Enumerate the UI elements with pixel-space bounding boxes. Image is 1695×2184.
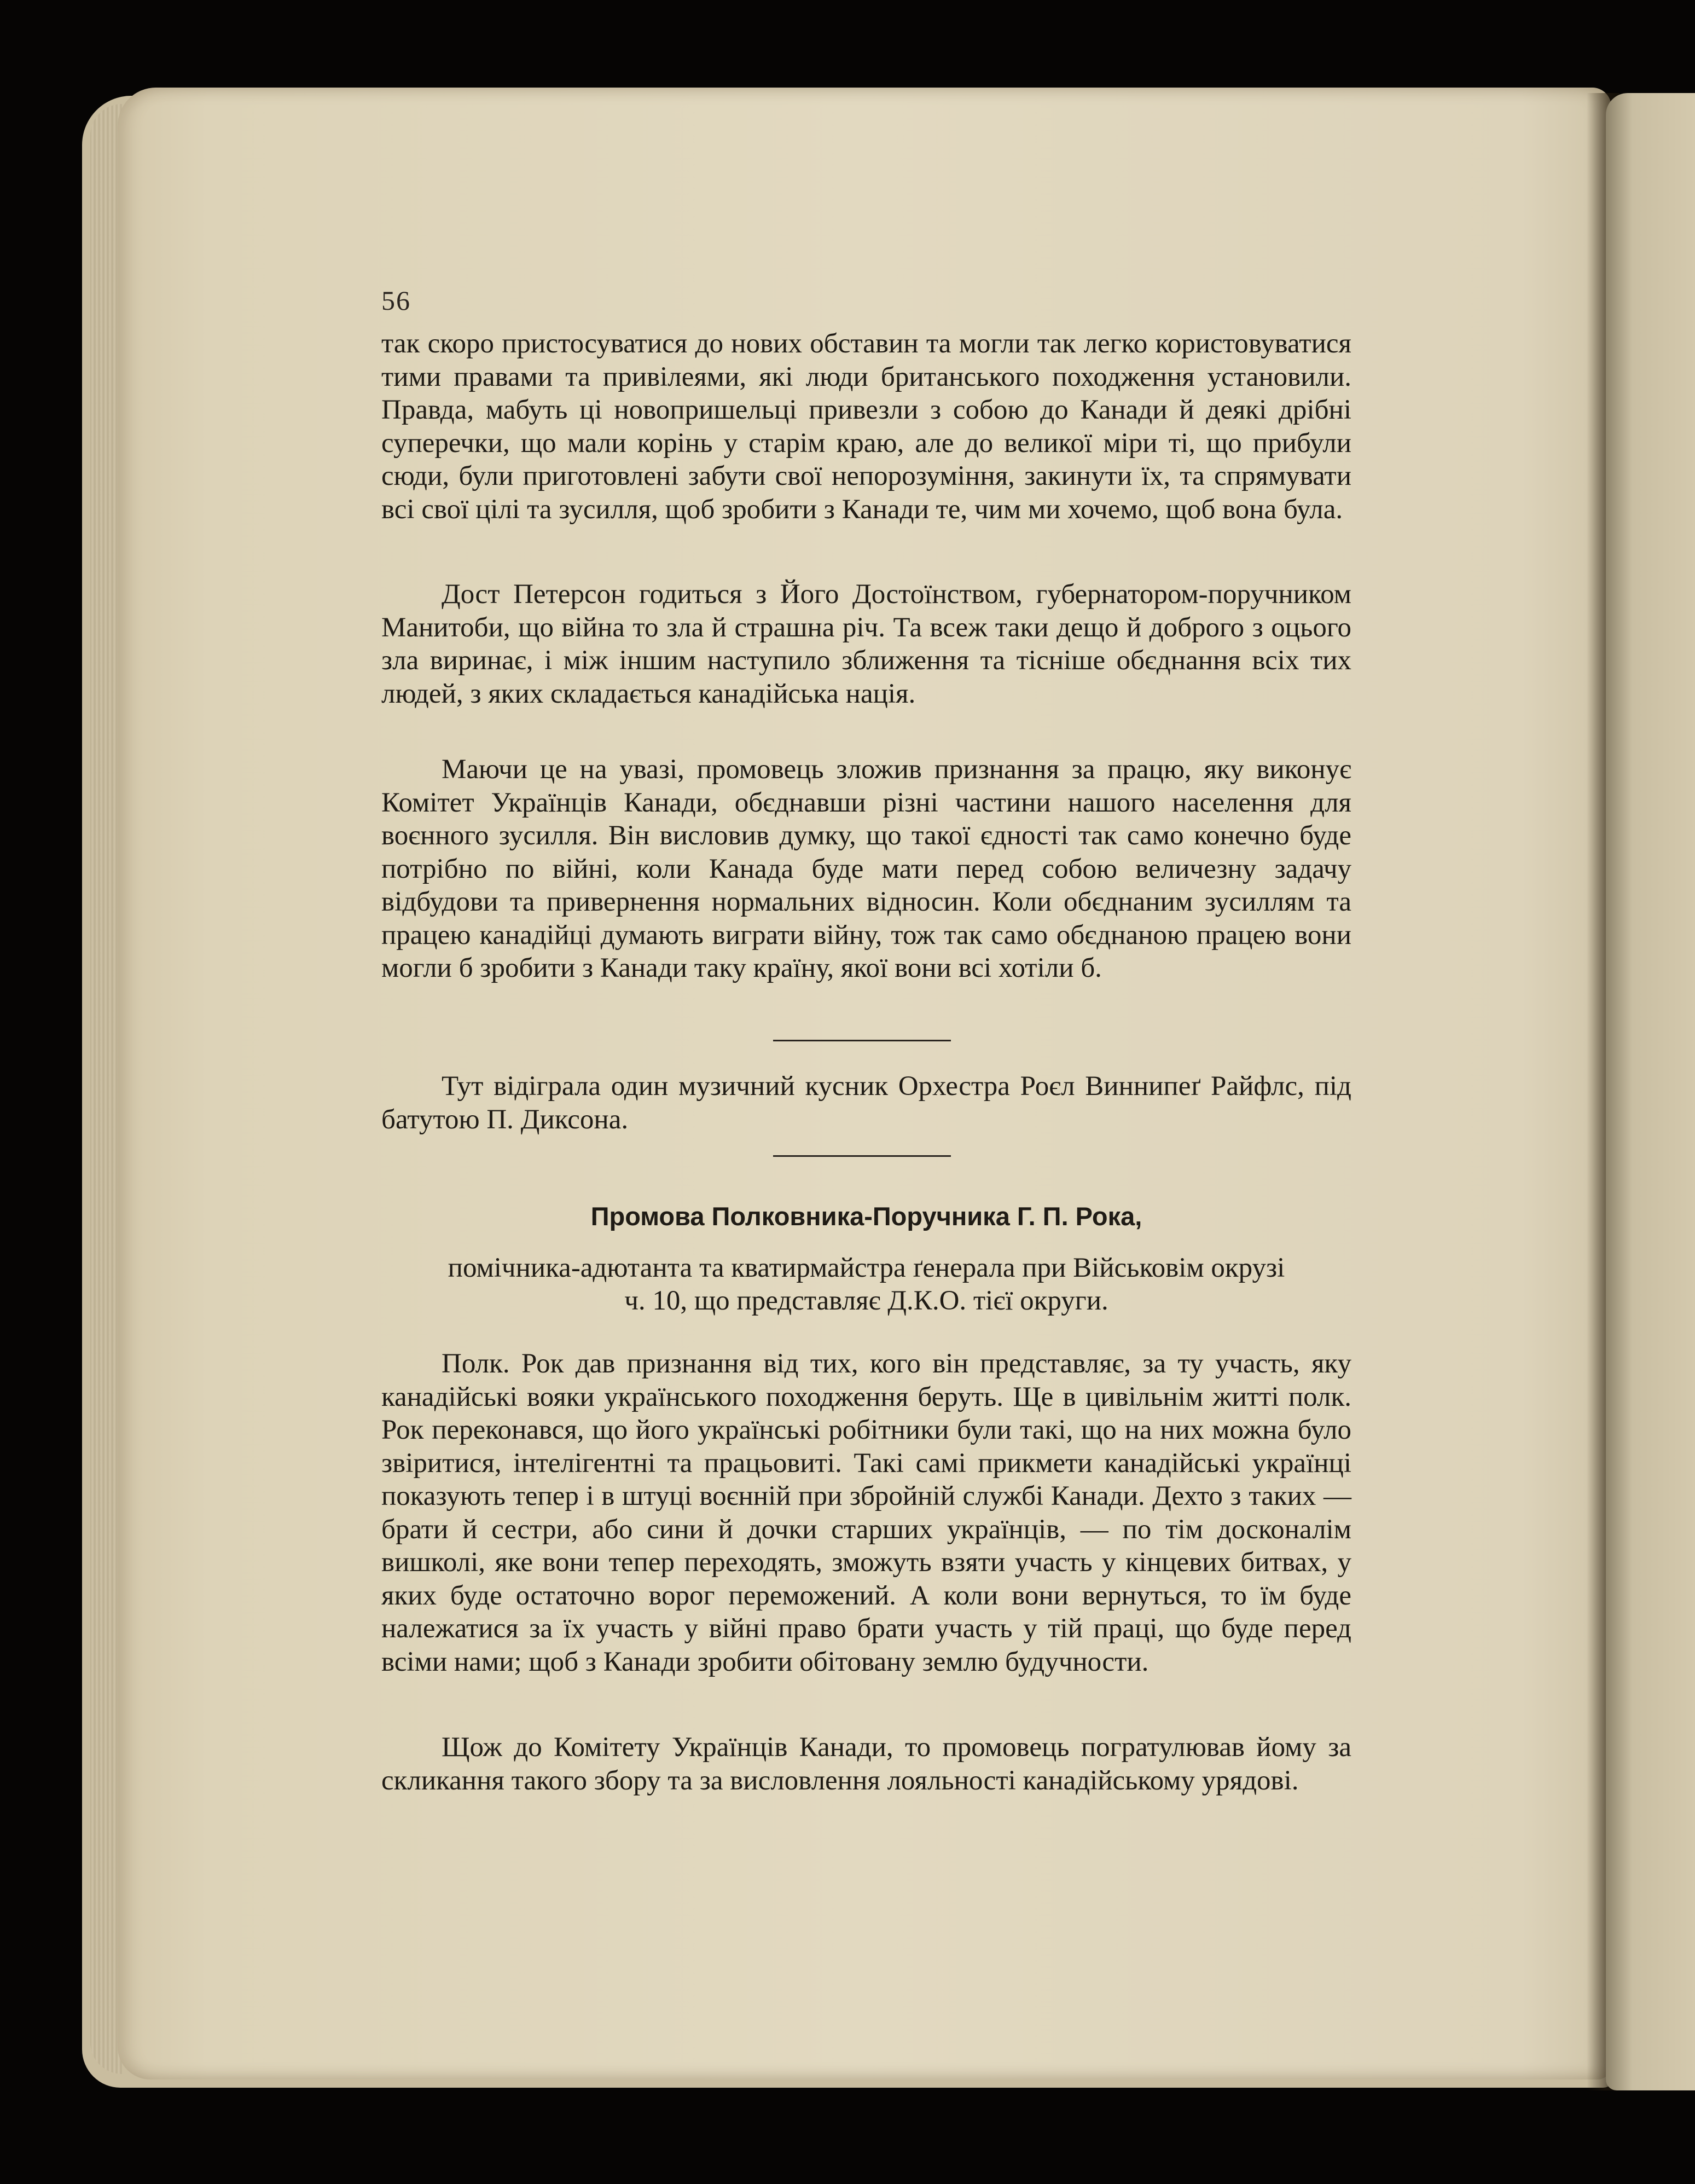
paragraph-1: так скоро пристосуватися до нових обставин та могли так легко користовуватися тими правами та привілеями, які люди британського походження установили. Правда, мабуть ці новопришельці привезли з собою до Канади й деякі дрібні суперечки, що мали корінь у старім краю, але до великої міри ті, що прибули сюди, були приготовлені забути свої непорозуміння, закинути їх, та спрямувати всі свої цілі та зусилля, щоб зробити з Канади те, чим ми хочемо, щоб вона була. (381, 328, 1351, 525)
page-number: 56 (381, 285, 411, 316)
paragraph-6: Щож до Комітету Українців Канади, то промовець погратулював йому за скликання такого збору та за висловлення лояльності канадійському урядові. (381, 1732, 1351, 1796)
speech-subheading-line-1: помічника-адютанта та кватирмайстра ґенерала при Військовім окрузі (448, 1253, 1285, 1283)
paragraph-5: Полк. Рок дав признання від тих, кого він представляє, за ту участь, яку канадійські вояки українського походження беруть. Ще в цивільнім житті полк. Рок переконався, що його українські робітники були такі, що на них можна було звіритися, інтелігентні та працьовиті. Такі самі прикмети канадійські українці показують тепер і в штуці воєнній при збройній службі Канади. Дехто з таких — брати й сестри, або сини й дочки старших українців, — по тім досконалім вишколі, яке вони тепер переходять, зможуть взяти участь у кінцевих битвах, у яких буде остаточно ворог переможений. А коли вони вернуться, то їм буде належатися за їх участь у війні право брати участь у тій праці, що буде перед всіми нами; щоб з Канади зробити обітовану землю будучности. (381, 1348, 1351, 1677)
speech-heading: Промова Полковника-Поручника Г. П. Рока, (590, 1202, 1142, 1231)
divider-1 (773, 1040, 951, 1041)
adjacent-page (1606, 93, 1695, 2090)
divider-2 (773, 1155, 951, 1157)
paragraph-4: Тут відіграла один музичний кусник Орхестра Роєл Виннипеґ Райфлс, під батутою П. Диксона. (381, 1071, 1351, 1135)
paragraph-2: Дост Петерсон годиться з Його Достоїнством, губернатором-поручником Манитоби, що війна то зла й страшна річ. Та всеж таки дещо й доброго з оцього зла виринає, і між іншим наступило зближення та тісніше обєднання всіх тих людей, з яких складається канадійська нація. (381, 579, 1351, 709)
speech-subheading-line-2: ч. 10, що представляє Д.К.О. тієї округи. (624, 1285, 1108, 1316)
paragraph-3: Маючи це на увазі, промовець зложив признання за працю, яку виконує Комітет Українців Канади, обєднавши різні частини нашого населення для воєнного зусилля. Він висловив думку, що такої єдності так само конечно буде потрібно по війні, коли Канада буде мати перед собою величезну задачу відбудови та привернення нормальних відносин. Коли обєднаним зусиллям та працею канадійці думають виграти війну, тож так само обєднаною працею вони могли б зробити з Канади таку країну, якої вони всі хотіли б. (381, 754, 1351, 983)
